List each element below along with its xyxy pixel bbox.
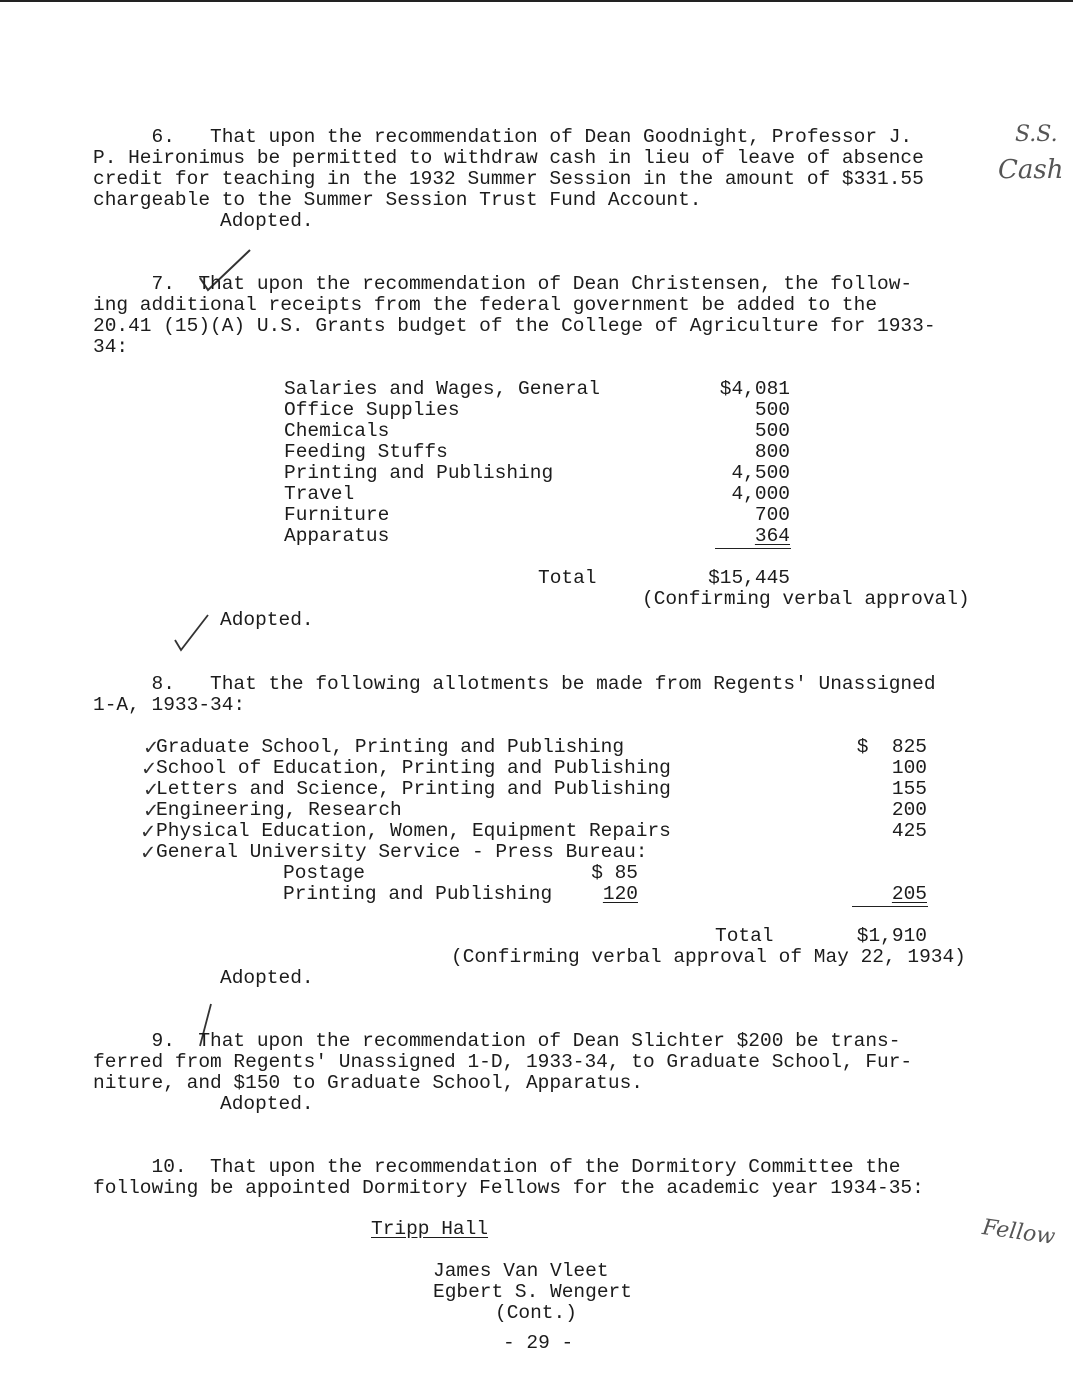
item-9-line-2: ferred from Regents' Unassigned 1-D, 1933-34, to Graduate School, Fur-: [93, 1051, 913, 1073]
sum-rule: [852, 906, 928, 907]
allotment-amount: $ 825: [856, 736, 927, 758]
press-bureau-total: 205: [891, 883, 927, 905]
check-mark-icon: ✓: [143, 799, 160, 822]
item-8-line-1: 8. That the following allotments be made from Regents' Unassigned: [93, 673, 936, 695]
item-8-line-2: 1-A, 1933-34:: [93, 694, 246, 716]
sum-rule: [715, 548, 791, 549]
budget-note: (Confirming verbal approval): [642, 588, 970, 610]
margin-note-fellow: Fellow: [980, 1215, 1057, 1250]
page-number: - 29 -: [503, 1332, 574, 1354]
budget-item-label: Travel: [284, 483, 355, 505]
margin-note-ss: S.S.: [1015, 122, 1058, 147]
item-9-adopted: Adopted.: [220, 1093, 314, 1115]
item-7-line-4: 34:: [93, 336, 129, 358]
allotment-amount: 100: [891, 757, 927, 779]
item-6-adopted: Adopted.: [220, 210, 314, 232]
item-7-line-2: ing additional receipts from the federal government be added to the: [93, 294, 878, 316]
budget-item-label: Apparatus: [284, 525, 390, 547]
budget-item-label: Furniture: [284, 504, 390, 526]
budget-item-amount: 800: [754, 441, 790, 463]
item-6-line-1: 6. That upon the recommendation of Dean Goodnight, Professor J.: [93, 126, 913, 148]
item-9-line-3: niture, and $150 to Graduate School, Apparatus.: [93, 1072, 643, 1094]
sub-allotment-label: Printing and Publishing: [283, 883, 553, 905]
item-8-adopted: Adopted.: [220, 967, 314, 989]
check-mark-icon: ✓: [140, 841, 157, 864]
allotment-label: Letters and Science, Printing and Publishing: [156, 778, 671, 800]
allotment-label: School of Education, Printing and Publishing: [156, 757, 671, 779]
allotment-label: General University Service - Press Bureau:: [156, 841, 648, 863]
budget-item-label: Salaries and Wages, General: [284, 378, 600, 400]
check-mark-icon: ✓: [141, 757, 158, 780]
budget-item-amount: 700: [754, 504, 790, 526]
allotment-amount: 200: [891, 799, 927, 821]
check-mark-icon: [172, 612, 212, 654]
budget-item-amount: 500: [754, 399, 790, 421]
item-10-line-2: following be appointed Dormitory Fellows for the academic year 1934-35:: [93, 1177, 924, 1199]
allotment-label: Physical Education, Women, Equipment Repairs: [156, 820, 671, 842]
allotment-amount: 425: [891, 820, 927, 842]
allotments-total-amount: $1,910: [856, 925, 927, 947]
allotment-label: Graduate School, Printing and Publishing: [156, 736, 625, 758]
item-6-line-4: chargeable to the Summer Session Trust Fund Account.: [93, 189, 702, 211]
allotments-total-label: Total: [715, 925, 774, 947]
check-mark-icon: ✓: [140, 820, 157, 843]
item-6-line-2: P. Heironimus be permitted to withdraw cash in lieu of leave of absence: [93, 147, 924, 169]
item-9-line-1: 9. That upon the recommendation of Dean Slichter $200 be trans-: [93, 1030, 901, 1052]
allotment-amount: 155: [891, 778, 927, 800]
budget-item-amount: 4,000: [731, 483, 790, 505]
sub-allotment-amount: $ 85: [591, 862, 638, 884]
allotment-label: Engineering, Research: [156, 799, 402, 821]
budget-item-amount: $4,081: [719, 378, 790, 400]
check-mark-icon: ✓: [143, 736, 160, 759]
item-7-line-1: 7. That upon the recommendation of Dean Christensen, the follow-: [93, 273, 913, 295]
fellow-name: Egbert S. Wengert: [433, 1281, 632, 1303]
sub-allotment-label: Postage: [283, 862, 365, 884]
budget-item-label: Feeding Stuffs: [284, 441, 448, 463]
item-7-adopted: Adopted.: [220, 609, 314, 631]
budget-total-amount: $15,445: [708, 567, 790, 589]
check-mark-icon: ✓: [143, 778, 160, 801]
item-6-line-3: credit for teaching in the 1932 Summer Session in the amount of $331.55: [93, 168, 924, 190]
budget-item-amount: 364: [754, 525, 790, 547]
budget-total-label: Total: [538, 567, 597, 589]
budget-item-label: Office Supplies: [284, 399, 460, 421]
continued-note: (Cont.): [495, 1302, 577, 1324]
allotments-note: (Confirming verbal approval of May 22, 1934): [451, 946, 966, 968]
hall-heading: Tripp Hall: [371, 1218, 489, 1240]
fellow-name: James Van Vleet: [433, 1260, 609, 1282]
item-7-line-3: 20.41 (15)(A) U.S. Grants budget of the College of Agriculture for 1933-: [93, 315, 936, 337]
budget-item-amount: 4,500: [731, 462, 790, 484]
sub-allotment-amount: 120: [602, 883, 638, 905]
page-top-border: [0, 0, 1073, 2]
item-10-line-1: 10. That upon the recommendation of the Dormitory Committee the: [93, 1156, 901, 1178]
budget-item-label: Chemicals: [284, 420, 390, 442]
budget-item-amount: 500: [754, 420, 790, 442]
margin-note-cash: Cash: [998, 155, 1064, 185]
budget-item-label: Printing and Publishing: [284, 462, 554, 484]
